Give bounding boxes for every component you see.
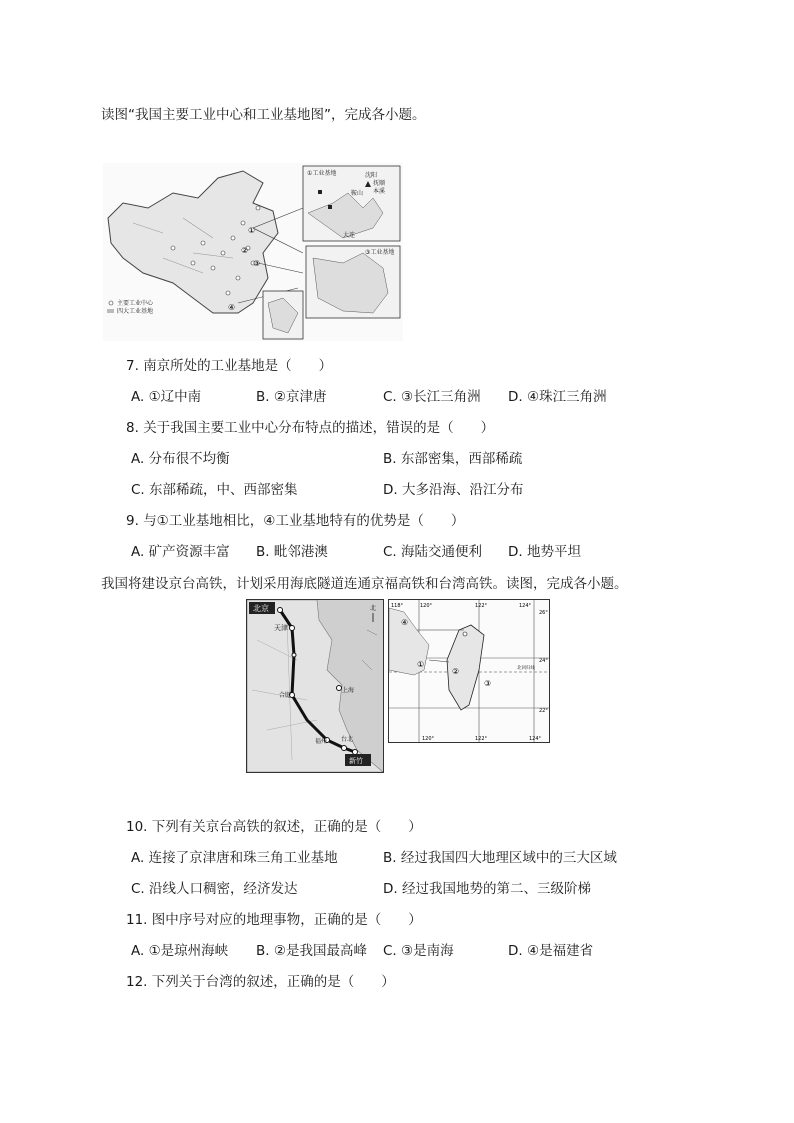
question-stem: 图中序号对应的地理事物，正确的是（ ） bbox=[151, 912, 422, 928]
city-taipei: 台北 bbox=[341, 736, 354, 743]
q10-option-b[interactable]: B. 经过我国四大地理区域中的三大区域 bbox=[383, 850, 617, 866]
city-beijing: 北京 bbox=[253, 604, 269, 613]
question-number: 11. bbox=[126, 912, 148, 928]
q9-option-c[interactable]: C. 海陆交通便利 bbox=[383, 544, 483, 560]
q11-option-c[interactable]: C. ③是南海 bbox=[383, 943, 454, 959]
label-shenyang: 沈阳 bbox=[365, 172, 378, 179]
map1-marker-1: ① bbox=[248, 226, 256, 235]
question-12 bbox=[126, 970, 395, 990]
label-anshan: 鞍山 bbox=[351, 190, 364, 197]
q7-option-c[interactable]: C. ③长江三角洲 bbox=[383, 389, 481, 405]
city-tianjin: 天津 bbox=[274, 624, 288, 632]
lon-label-top-124: 124° bbox=[519, 603, 532, 609]
question-number: 10. bbox=[126, 819, 148, 835]
question-10 bbox=[126, 815, 422, 835]
lon-label-top-120: 120° bbox=[420, 603, 433, 609]
question-number: 9. bbox=[126, 513, 139, 529]
intro-text-1: 读图“我国主要工业中心和工业基地图”，完成各小题。 bbox=[101, 107, 426, 123]
q11-option-a[interactable]: A. ①是琼州海峡 bbox=[131, 943, 229, 959]
q10-option-d[interactable]: D. 经过我国地势的第二、三级阶梯 bbox=[383, 881, 591, 897]
q8-option-c[interactable]: C. 东部稀疏，中、西部密集 bbox=[131, 482, 298, 498]
legend-industrial-base: 四大工业基地 bbox=[117, 308, 154, 315]
question-8 bbox=[126, 416, 494, 436]
rail-route-map-figure bbox=[246, 599, 384, 773]
inset-top-title: ①工业基地 bbox=[307, 170, 337, 177]
q9-option-b[interactable]: B. 毗邻港澳 bbox=[256, 544, 328, 560]
question-number: 7. bbox=[126, 358, 139, 374]
q10-option-a[interactable]: A. 连接了京津唐和珠三角工业基地 bbox=[131, 850, 338, 866]
label-benxi: 本溪 bbox=[373, 188, 386, 195]
question-stem: 关于我国主要工业中心分布特点的描述，错误的是（ ） bbox=[143, 420, 495, 436]
lat-label-24: 24° bbox=[539, 658, 548, 664]
rail-route-map bbox=[247, 600, 383, 772]
map1-marker-4: ④ bbox=[228, 303, 236, 312]
lon-label-top-122: 122° bbox=[475, 603, 488, 609]
q11-option-d[interactable]: D. ④是福建省 bbox=[508, 943, 594, 959]
taiwan-map bbox=[389, 600, 549, 742]
lat-label-22: 22° bbox=[539, 708, 548, 714]
q8-option-a[interactable]: A. 分布很不均衡 bbox=[131, 451, 230, 467]
q7-option-b[interactable]: B. ②京津唐 bbox=[256, 389, 327, 405]
lat-label-26: 26° bbox=[539, 610, 548, 616]
question-7 bbox=[126, 354, 332, 374]
q9-option-d[interactable]: D. 地势平坦 bbox=[508, 544, 581, 560]
lon-label-bottom-120: 120° bbox=[422, 736, 435, 742]
city-hefei: 合肥 bbox=[279, 692, 292, 699]
lon-label-bottom-122: 122° bbox=[475, 736, 488, 742]
q9-option-a[interactable]: A. 矿产资源丰富 bbox=[131, 544, 230, 560]
map2-marker-2: ② bbox=[452, 667, 460, 676]
question-9 bbox=[126, 509, 464, 529]
question-stem: 南京所处的工业基地是（ ） bbox=[143, 358, 333, 374]
map1-marker-2: ② bbox=[241, 246, 249, 255]
intro-text-2: 我国将建设京台高铁，计划采用海底隧道连通京福高铁和台湾高铁。读图，完成各小题。 bbox=[101, 576, 628, 592]
industry-map bbox=[103, 163, 403, 341]
q8-option-b[interactable]: B. 东部密集，西部稀疏 bbox=[383, 451, 523, 467]
question-stem: 与①工业基地相比，④工业基地特有的优势是（ ） bbox=[143, 513, 465, 529]
label-fushun: 抚顺 bbox=[373, 180, 386, 187]
question-11 bbox=[126, 908, 422, 928]
tropic-label: 北回归线 bbox=[517, 666, 535, 671]
map1-marker-3: ③ bbox=[253, 259, 261, 268]
label-dalian: 大连 bbox=[343, 232, 356, 239]
map2-marker-1: ① bbox=[417, 660, 425, 669]
q8-option-d[interactable]: D. 大多沿海、沿江分布 bbox=[383, 482, 524, 498]
map2-marker-3: ③ bbox=[484, 679, 492, 688]
lon-label-top-118: 118° bbox=[391, 603, 404, 609]
question-stem: 下列关于台湾的叙述，正确的是（ ） bbox=[151, 974, 395, 990]
q7-option-d[interactable]: D. ④珠江三角洲 bbox=[508, 389, 607, 405]
lon-label-bottom-124: 124° bbox=[529, 736, 542, 742]
north-arrow-label: 北 bbox=[370, 605, 377, 612]
city-fuzhou: 福州 bbox=[315, 738, 328, 745]
inset-mid-title: ③工业基地 bbox=[365, 249, 395, 256]
q11-option-b[interactable]: B. ②是我国最高峰 bbox=[256, 943, 367, 959]
question-stem: 下列有关京台高铁的叙述，正确的是（ ） bbox=[151, 819, 422, 835]
legend-industrial-center: 主要工业中心 bbox=[117, 300, 154, 307]
industry-map-figure bbox=[103, 163, 403, 341]
city-xinzhu: 新竹 bbox=[349, 757, 363, 765]
question-number: 12. bbox=[126, 974, 148, 990]
city-shanghai: 上海 bbox=[342, 687, 355, 694]
question-number: 8. bbox=[126, 420, 139, 436]
map2-marker-4: ④ bbox=[401, 618, 409, 627]
taiwan-map-figure bbox=[388, 599, 550, 743]
q7-option-a[interactable]: A. ①辽中南 bbox=[131, 389, 202, 405]
q10-option-c[interactable]: C. 沿线人口稠密，经济发达 bbox=[131, 881, 298, 897]
